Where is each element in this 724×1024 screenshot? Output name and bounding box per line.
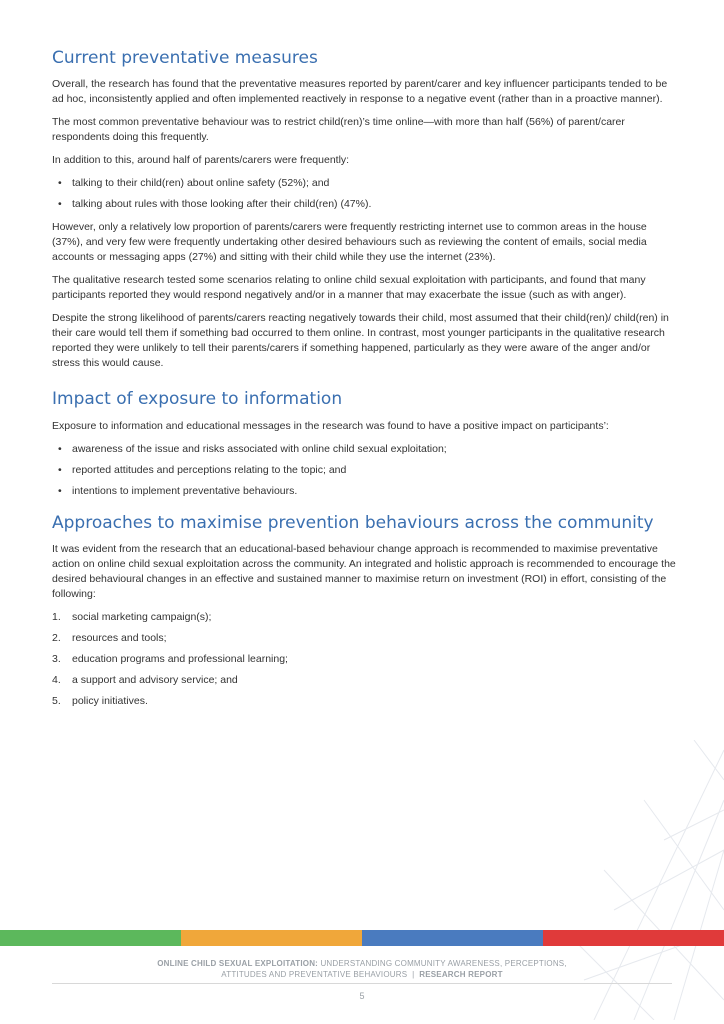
footer-divider xyxy=(52,983,672,984)
bullet-item: • reported attitudes and perceptions relating to the topic; and xyxy=(52,463,676,478)
paragraph: In addition to this, around half of parents/carers were frequently: xyxy=(52,154,350,167)
color-segment-orange xyxy=(181,930,362,946)
page-number: 5 xyxy=(359,991,365,1001)
numbered-list xyxy=(52,610,676,709)
item-number: 4. xyxy=(52,673,61,686)
item-text: social marketing campaign(s); xyxy=(72,610,212,623)
item-number: 2. xyxy=(52,631,61,644)
bullet-item: • talking about rules with those looking after their child(ren) (47%). xyxy=(52,197,676,212)
color-segment-blue xyxy=(362,930,543,946)
section-heading: Impact of exposure to information xyxy=(52,389,343,410)
section-impact-of-exposure xyxy=(52,389,676,498)
paragraph: Despite the strong likelihood of parents/carers reacting negatively towards their child, most assumed that their child(ren)/ child(ren) in their care would tell them if something bad occurred to them online. In contrast, most younger participants in the qualitative research reported they were unlikely to tell their parents/carers if something happened, particularly as they were aware of the anger and/or stress this would cause. xyxy=(52,312,669,370)
item-text: policy initiatives. xyxy=(72,694,148,707)
footer-title-bold: ONLINE CHILD SEXUAL EXPLOITATION: xyxy=(157,959,319,968)
item-number: 3. xyxy=(52,652,61,665)
item-number: 5. xyxy=(52,694,61,707)
footer-subtitle: ATTITUDES AND PREVENTATIVE BEHAVIOURS xyxy=(221,970,408,979)
bullet-list xyxy=(52,176,676,212)
paragraph: Exposure to information and educational messages in the research was found to have a positive impact on participants’: xyxy=(52,419,609,432)
footer-color-bar xyxy=(0,930,724,946)
paragraph: However, only a relatively low proportion of parents/carers were frequently restricting internet use to common areas in the house (37%), and very few were frequently undertaking other desired behaviours such as reviewing the content of emails, social media accounts or messaging apps (27%) and sitting with their child while they use the internet (23%). xyxy=(52,221,647,264)
paragraph: The most common preventative behaviour was to restrict child(ren)’s time online—with more than half (56%) of parent/carer respondents doing this frequently. xyxy=(52,116,625,144)
item-text: a support and advisory service; and xyxy=(72,673,238,686)
bullet-item: • talking to their child(ren) about online safety (52%); and xyxy=(52,176,676,191)
bullet-list xyxy=(52,442,676,499)
section-heading: Approaches to maximise prevention behaviours across the community xyxy=(52,512,654,533)
paragraph: The qualitative research tested some scenarios relating to online child sexual exploitation with participants, and found that many participants reported they would respond negatively and/or in a manner that may exacerbate the issue (such as with anger). xyxy=(52,274,646,302)
color-segment-red xyxy=(543,930,724,946)
item-text: education programs and professional learning; xyxy=(72,652,288,665)
section-heading: Current preventative measures xyxy=(52,48,318,68)
section-current-measures xyxy=(52,48,676,371)
footer-line-1 xyxy=(0,958,724,969)
bullet-item: • awareness of the issue and risks associated with online child sexual exploitation; xyxy=(52,442,676,457)
footer-separator: | xyxy=(412,970,415,979)
paragraph: Overall, the research has found that the preventative measures reported by parent/carer and key influencer participants tended to be ad hoc, inconsistently applied and often implemented reactively in response to a negative event (rather than in a proactive manner). xyxy=(52,78,668,106)
bullet-item: • intentions to implement preventative behaviours. xyxy=(52,484,676,499)
footer-title-rest: UNDERSTANDING COMMUNITY AWARENESS, PERCEPTIONS, xyxy=(318,959,567,968)
paragraph: It was evident from the research that an educational-based behaviour change approach is recommended to maximise preventative action on online child sexual exploitation across the community. An integrated and holistic approach is recommended to encourage the desired behavioural changes in an effective and sustained manner to maximise return on investment (ROI) in effort, consisting of the following: xyxy=(52,542,676,600)
footer-title xyxy=(0,958,724,980)
item-text: resources and tools; xyxy=(72,631,167,644)
numbered-item xyxy=(52,694,676,709)
footer-line-2 xyxy=(0,969,724,980)
item-number: 1. xyxy=(52,610,61,623)
color-segment-green xyxy=(0,930,181,946)
numbered-item xyxy=(52,610,676,625)
numbered-item xyxy=(52,673,676,688)
footer-report-label: RESEARCH REPORT xyxy=(419,970,503,979)
numbered-item xyxy=(52,652,676,667)
section-approaches xyxy=(52,513,676,709)
page-content xyxy=(52,48,676,723)
numbered-item xyxy=(52,631,676,646)
